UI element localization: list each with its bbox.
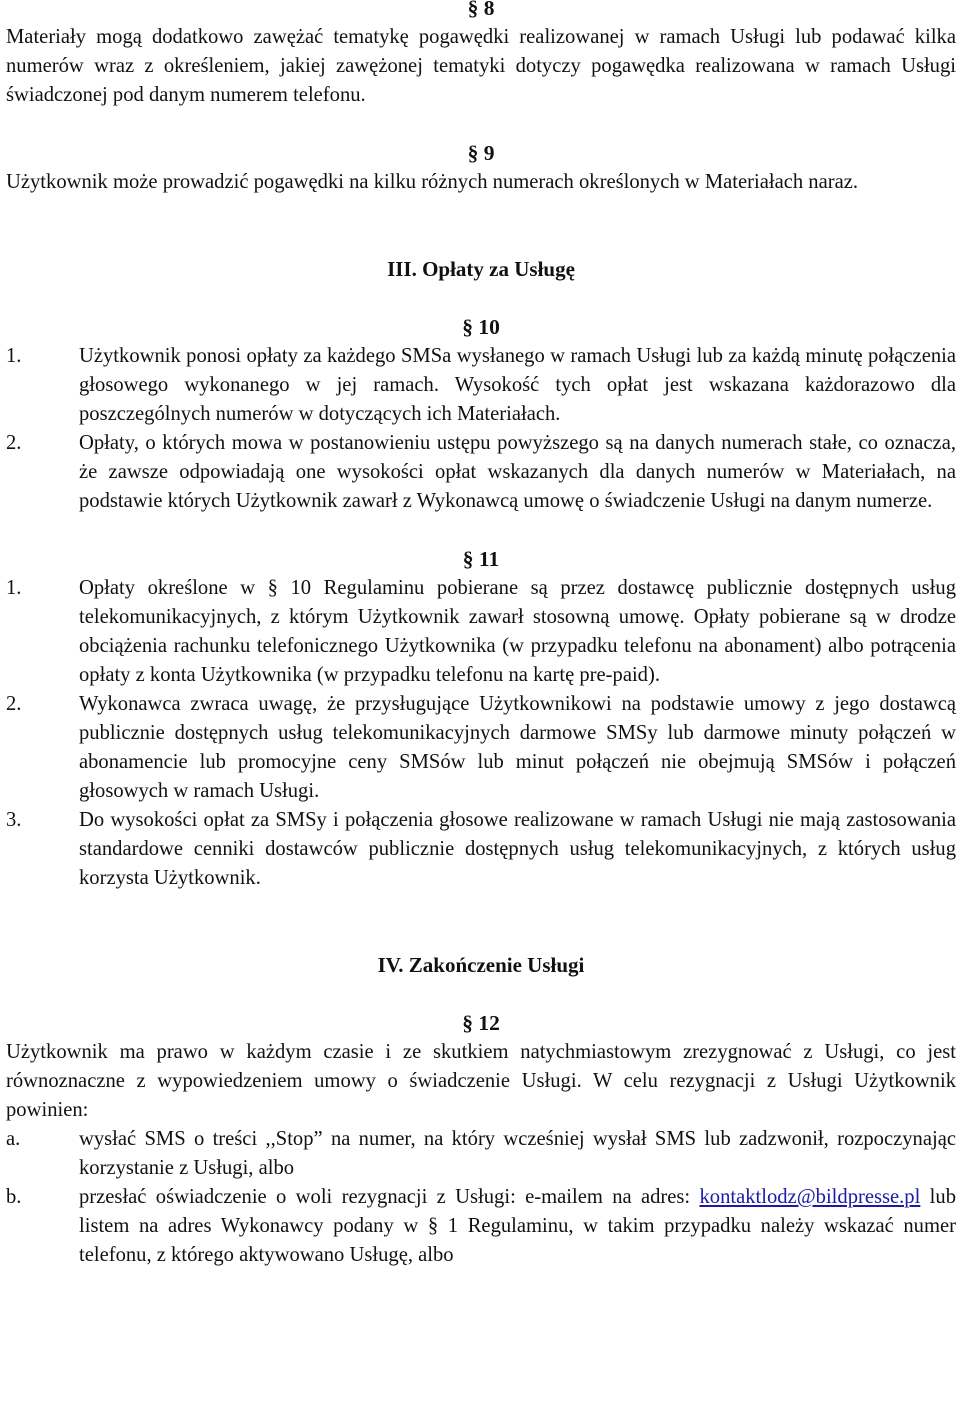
list-number: 2. — [6, 432, 22, 454]
list-text: Wykonawca zwraca uwagę, że przysługujące Użytkownikowi na podstawie umowy z jego dostawcą publicznie dostępnych usług telekomunikacyjnych darmowe SMSy lub darmowe minuty połączeń w abonamencie lub promocyjne ceny SMSów lub minut połączeń nie obejmują SMSów i połączeń głosowych w ramach Usługi. — [79, 693, 956, 802]
section-12-heading: § 12 — [462, 1011, 500, 1035]
section-8-text: Materiały mogą dodatkowo zawężać tematykę pogawędki realizowanej w ramach Usługi lub podawać kilka numerów wraz z określeniem, jakiej zawężonej tematyki dotyczy pogawędka realizowana w ramach Usługi świadczonej pod danym numerem telefonu. — [6, 26, 956, 106]
section-9-heading: § 9 — [467, 141, 495, 165]
section-8-heading: § 8 — [467, 0, 495, 20]
chapter-3-title: III. Opłaty za Usługę — [387, 257, 575, 281]
section-9-text: Użytkownik może prowadzić pogawędki na kilku różnych numerach określonych w Materiałach naraz. — [6, 171, 859, 193]
list-number: 2. — [6, 693, 22, 715]
section-10-item-2 — [6, 429, 956, 516]
section-12-item-a — [6, 1125, 956, 1183]
list-text: Użytkownik ponosi opłaty za każdego SMSa wysłanego w ramach Usługi lub za każdą minutę połączenia głosowego wykonanego w jej ramach. Wysokość tych opłat jest wskazana każdorazowo dla poszczególnych numerów w dotyczących ich Materiałach. — [79, 345, 956, 425]
list-letter: a. — [6, 1128, 21, 1150]
list-number: 1. — [6, 577, 22, 599]
section-10-item-1 — [6, 342, 956, 429]
document-page — [6, 0, 956, 1270]
list-text: Do wysokości opłat za SMSy i połączenia głosowe realizowane w ramach Usługi nie mają zastosowania standardowe cenniki dostawców publicznie dostępnych usług telekomunikacyjnych, z których usług korzysta Użytkownik. — [79, 809, 956, 889]
list-number: 3. — [6, 809, 22, 831]
list-letter: b. — [6, 1186, 22, 1208]
section-11-item-3 — [6, 806, 956, 893]
section-12-text: Użytkownik ma prawo w każdym czasie i ze skutkiem natychmiastowym zrezygnować z Usługi, co jest równoznaczne z wypowiedzeniem umowy o świadczenie Usługi. W celu rezygnacji z Usługi Użytkownik powinien: — [6, 1041, 956, 1121]
list-text: Opłaty określone w § 10 Regulaminu pobierane są przez dostawcę publicznie dostępnych usług telekomunikacyjnych, z którym Użytkownik zawarł stosowną umowę. Opłaty pobierane są w drodze obciążenia rachunku telefonicznego Użytkownika (w przypadku telefonu na abonament) albo potrącenia opłaty z konta Użytkownika (w przypadku telefonu na kartę pre-paid). — [79, 577, 956, 686]
email-link[interactable]: kontaktlodz@bildpresse.pl — [699, 1186, 921, 1208]
chapter-4-title: IV. Zakończenie Usługi — [377, 953, 585, 977]
section-11-item-2 — [6, 690, 956, 806]
section-12-item-b — [6, 1183, 956, 1270]
section-11-heading: § 11 — [462, 547, 500, 571]
list-text: Opłaty, o których mowa w postanowieniu ustępu powyższego są na danych numerach stałe, co oznacza, że zawsze odpowiadają one wysokości opłat wskazanych dla danych numerów w Materiałach, na podstawie których Użytkownik zawarł z Wykonawcą umowę o świadczenie Usługi na danym numerze. — [79, 432, 956, 512]
list-text-container — [79, 1183, 956, 1270]
list-text: wysłać SMS o treści ,,Stop” na numer, na który wcześniej wysłał SMS lub zadzwonił, rozpoczynając korzystanie z Usługi, albo — [79, 1128, 956, 1179]
section-11-item-1 — [6, 574, 956, 690]
section-10-heading: § 10 — [462, 315, 500, 339]
list-text-after: lub listem na adres Wykonawcy podany w § 1 Regulaminu, w takim przypadku należy wskazać numer telefonu, z którego aktywowano Usługę, albo — [79, 1186, 956, 1266]
list-number: 1. — [6, 345, 22, 367]
list-text-before: przesłać oświadczenie o woli rezygnacji z Usługi: e-mailem na adres: — [79, 1186, 700, 1208]
